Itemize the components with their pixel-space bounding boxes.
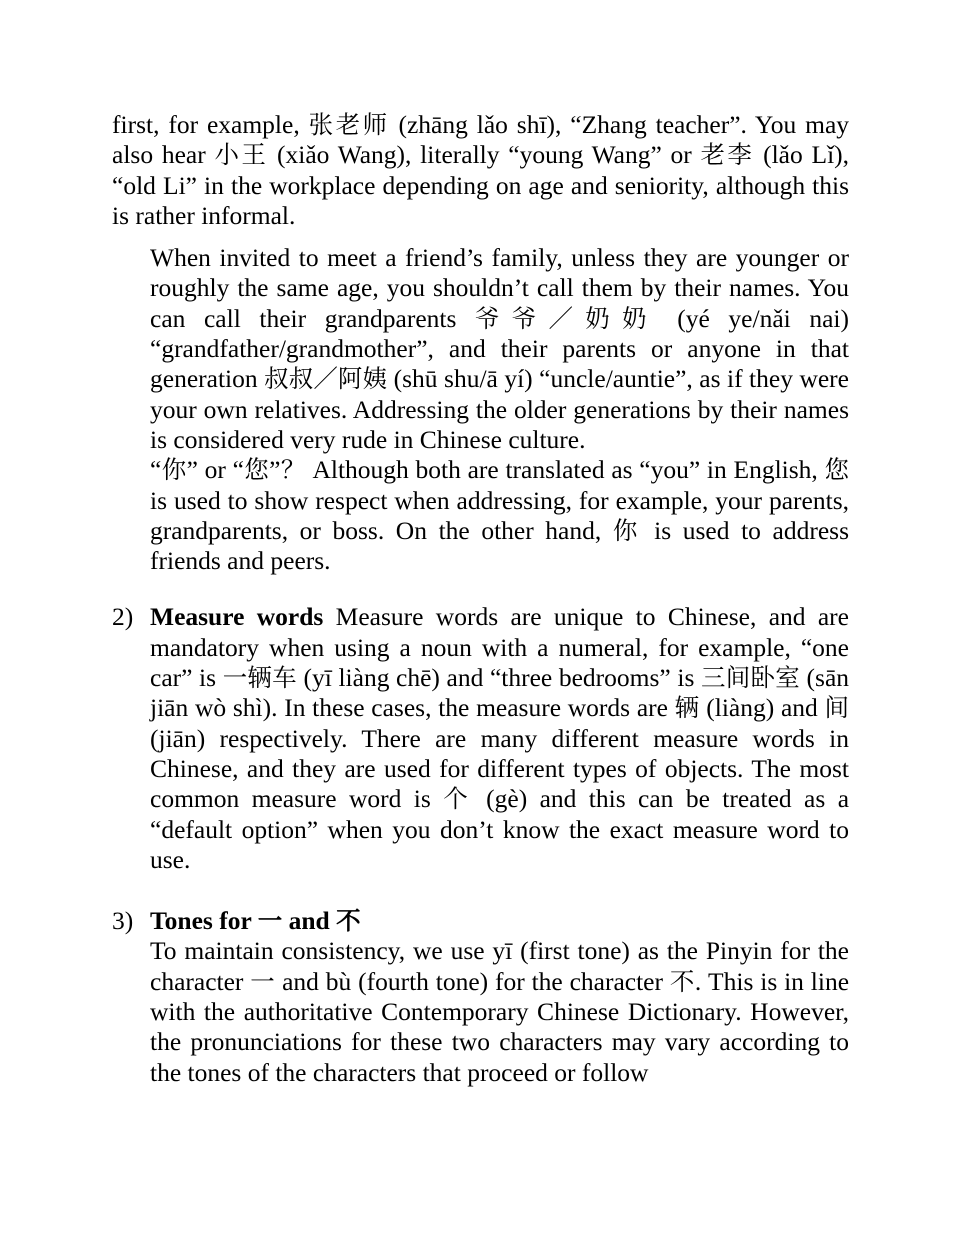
chinese-characters: 一: [250, 966, 276, 996]
continuation-paragraph: first, for example, 张老师 (zhāng lǎo shī), “Zhang teacher”. You may also hear 小王 (xiǎo Wang), literally “young Wang” or 老李 (lǎo Lǐ), “old Li” in the workplace depending on age and seniority, although this is rather informal.: [112, 110, 850, 230]
list-item-measure-words: [112, 602, 849, 875]
text-column: [112, 110, 849, 1088]
measure-words-text: Measure words are unique to Chinese, and are mandatory when using a noun with a numeral, for example, “one car” is 一辆车 (yī liàng chē) and “three bedrooms” is 三间卧室 (sān jiān wò shì). In these cases, the measure words are 辆 (liàng) and 间 (jiān) respectively. There are many different measure words in Chinese, and they are used for different types of objects. The most common measure word is 个 (gè) and this can be treated as a “default option” when you don’t know the exact measure word to use.: [150, 602, 850, 874]
chinese-characters: 叔叔／阿姨: [264, 364, 388, 394]
chinese-characters: 您: [824, 455, 850, 485]
chinese-characters: 小王: [214, 140, 269, 170]
chinese-characters: 不: [669, 966, 695, 996]
family-address-paragraph: When invited to meet a friend’s family, unless they are younger or roughly the same age, you shouldn’t call them by their names. You can call their grandparents 爷爷／奶奶 (yé ye/nǎi nai) “grandfather/grandmother”, and their parents or anyone in that generation 叔叔／阿姨 (shū shu/ā yí) “uncle/auntie”, as if they were your own relatives. Addressing the older generations by their names is considered very rude in Chinese culture.: [150, 243, 849, 454]
chinese-characters: 个: [443, 784, 474, 814]
chinese-characters: 一辆车: [222, 663, 297, 693]
spacer: [112, 875, 849, 906]
chinese-characters: 辆: [674, 693, 700, 723]
chinese-characters: 你: [161, 455, 187, 485]
spacer: [112, 231, 849, 243]
chinese-characters: 您: [243, 455, 270, 485]
measure-words-bold-lead: Measure words: [150, 602, 324, 632]
list-body-tones: [150, 906, 849, 1088]
tones-paragraph: To maintain consistency, we use yī (first tone) as the Pinyin for the character 一 and bù (fourth tone) for the character 不. This is in line with the authoritative Contemporary Chinese Dictionary. However, the pronunciations for these two characters may vary according to the tones of the characters that proceed or follow: [150, 936, 850, 1087]
chinese-characters: ？: [280, 455, 306, 485]
chinese-characters: 老李: [700, 140, 755, 170]
list-body-measure-words: [150, 602, 849, 875]
chinese-characters: 间: [824, 693, 849, 723]
list-marker-2: 2): [112, 602, 134, 632]
ni-nin-paragraph: “你” or “您”？ Although both are translated as “you” in English, 您 is used to show respect when addressing, for example, your parents, grandparents, or boss. On the other hand, 你 is used to address friends and peers.: [150, 455, 850, 576]
list-item-tones: [112, 906, 849, 1088]
chinese-characters: 张老师: [308, 110, 390, 139]
tones-heading: Tones for 一 and 不: [150, 906, 361, 936]
chinese-characters: 不: [336, 906, 361, 936]
list-marker-3: 3): [112, 906, 134, 936]
chinese-characters: 爷爷／奶奶: [475, 303, 659, 333]
chinese-characters: 你: [612, 515, 643, 545]
spacer: [112, 576, 849, 602]
chinese-characters: 三间卧室: [700, 663, 800, 693]
chinese-characters: 一: [257, 906, 283, 936]
